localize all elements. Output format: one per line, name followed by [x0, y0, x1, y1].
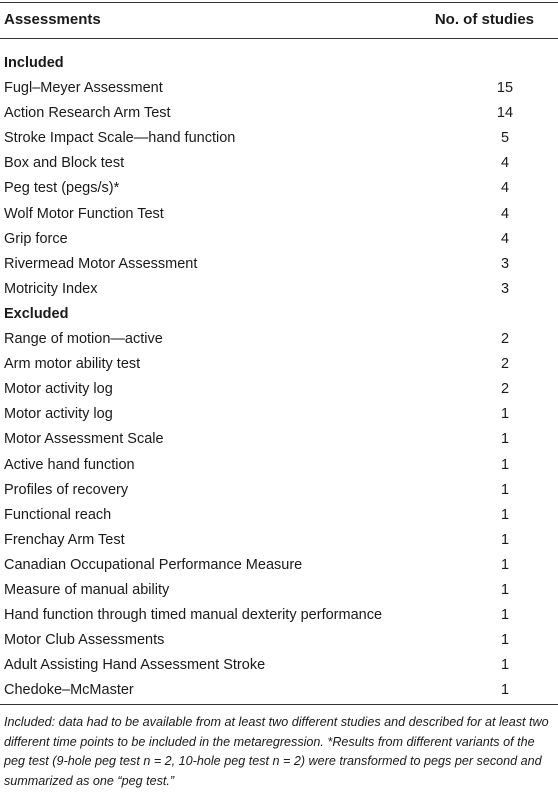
table-row: [0, 327, 558, 352]
assessment-name: Rivermead Motor Assessment: [4, 255, 198, 272]
study-count: 1: [500, 431, 510, 448]
study-count: 1: [500, 556, 510, 573]
table-row: [0, 126, 558, 151]
table-bottom-rule: [0, 704, 558, 705]
assessment-name: Frenchay Arm Test: [4, 531, 125, 548]
study-count: 1: [500, 632, 510, 649]
study-count: 3: [500, 255, 510, 272]
study-count: 2: [500, 331, 510, 348]
assessment-name: Fugl–Meyer Assessment: [4, 80, 163, 97]
table-row: [0, 352, 558, 377]
assessment-name: Motor activity log: [4, 381, 113, 398]
table-row: [0, 427, 558, 452]
table-body: [0, 51, 558, 703]
table-row: [0, 76, 558, 101]
study-count: 2: [500, 381, 510, 398]
assessment-name: Box and Block test: [4, 155, 125, 172]
assessment-name: Wolf Motor Function Test: [4, 205, 164, 222]
assessment-name: Grip force: [4, 230, 68, 247]
table-row: [0, 578, 558, 603]
study-count: 1: [500, 657, 510, 674]
assessment-name: Range of motion—active: [4, 331, 163, 348]
study-count: 4: [500, 205, 510, 222]
study-count: 4: [500, 230, 510, 247]
study-count: 1: [500, 531, 510, 548]
study-count: 15: [496, 80, 514, 97]
table-row: [0, 277, 558, 302]
table-row: [0, 603, 558, 628]
table-row: [0, 553, 558, 578]
assessment-name: Canadian Occupational Performance Measure: [4, 556, 303, 573]
table-row: [0, 528, 558, 553]
assessment-name: Active hand function: [4, 456, 135, 473]
assessment-name: Motricity Index: [4, 280, 98, 297]
assessment-name: Adult Assisting Hand Assessment Stroke: [4, 657, 266, 674]
header-no-of-studies: No. of studies: [434, 11, 534, 28]
study-count: 4: [500, 155, 510, 172]
study-count: 1: [500, 682, 510, 699]
assessment-name: Hand function through timed manual dexterity performance: [4, 607, 383, 624]
table-row: [0, 202, 558, 227]
table-row: [0, 402, 558, 427]
assessment-name: Motor activity log: [4, 406, 113, 423]
study-count: 3: [500, 280, 510, 297]
table-section-row: [0, 302, 558, 327]
header-assessments: Assessments: [4, 11, 101, 28]
table-row: [0, 227, 558, 252]
table-row: [0, 478, 558, 503]
table-row: [0, 653, 558, 678]
study-count: 1: [500, 607, 510, 624]
assessment-name: Functional reach: [4, 506, 112, 523]
table-row: [0, 176, 558, 201]
assessment-name: Chedoke–McMaster: [4, 682, 134, 699]
study-count: 5: [500, 130, 510, 147]
table-row: [0, 377, 558, 402]
table-row: [0, 503, 558, 528]
assessment-name: Measure of manual ability: [4, 581, 170, 598]
table-row: [0, 252, 558, 277]
table-row: [0, 628, 558, 653]
study-count: 4: [500, 180, 510, 197]
table-row: [0, 678, 558, 703]
table-footnote: Included: data had to be available from at least two different studies and described for at least two different time points to be included in the metaregression. *Results from different variants of the peg test (9-hole peg test n = 2, 10-hole peg test n = 2) were transformed to pegs per second and summarized as one “peg test.”: [4, 715, 549, 788]
study-count: 14: [496, 105, 514, 122]
table-row: [0, 151, 558, 176]
assessment-name: Motor Club Assessments: [4, 632, 165, 649]
table-section-row: [0, 51, 558, 76]
assessment-name: Profiles of recovery: [4, 481, 129, 498]
study-count: 1: [500, 506, 510, 523]
assessment-name: Arm motor ability test: [4, 356, 141, 373]
study-count: 1: [500, 456, 510, 473]
study-count: 1: [500, 581, 510, 598]
assessment-name: Action Research Arm Test: [4, 105, 171, 122]
section-label: Included: [4, 55, 64, 71]
assessment-name: Peg test (pegs/s)*: [4, 180, 120, 197]
table-header-rule: [0, 38, 558, 39]
study-count: 1: [500, 481, 510, 498]
table-header: [0, 2, 558, 38]
assessment-name: Motor Assessment Scale: [4, 431, 164, 448]
assessment-name: Stroke Impact Scale—hand function: [4, 130, 236, 147]
table-row: [0, 453, 558, 478]
study-count: 2: [500, 356, 510, 373]
section-label: Excluded: [4, 305, 69, 322]
table-row: [0, 101, 558, 126]
study-count: 1: [500, 406, 510, 423]
